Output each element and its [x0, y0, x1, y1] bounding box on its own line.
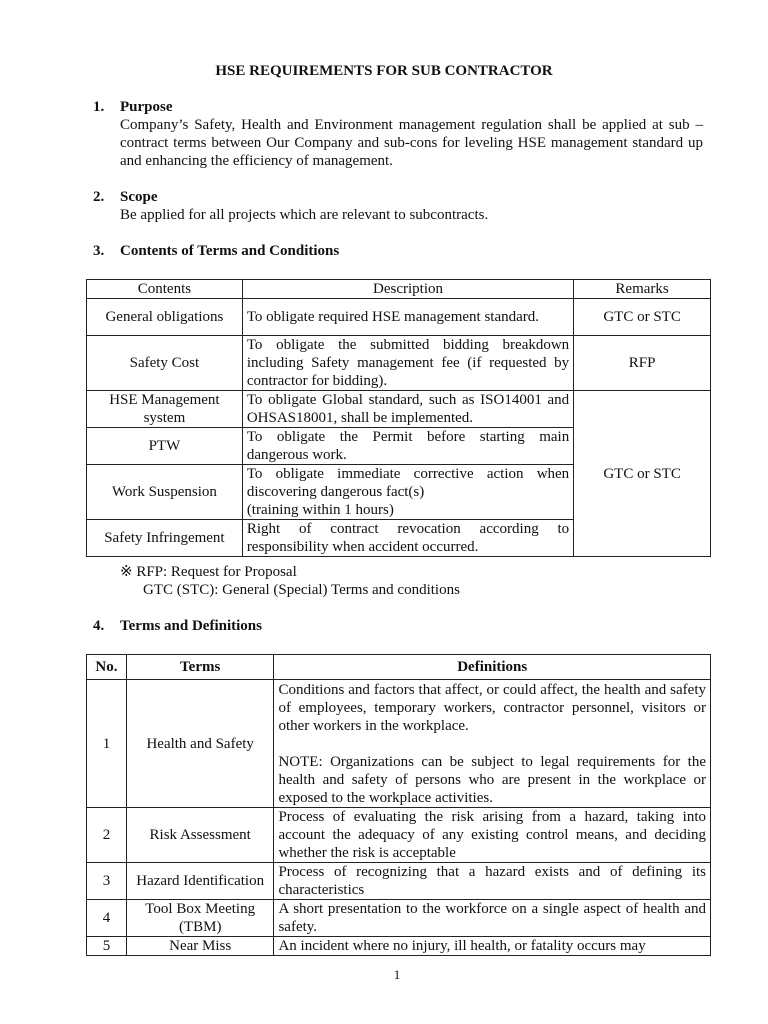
section-3-heading: Contents of Terms and Conditions: [120, 243, 340, 259]
table-row: [87, 299, 711, 336]
table-header-row: [87, 280, 711, 299]
column-header-no: No.: [87, 655, 127, 680]
section-1-heading: Purpose: [120, 99, 173, 115]
description-cell: To obligate the submitted bidding breakdown including Safety management fee (if requested by contractor for bidding).: [242, 336, 573, 391]
table-row: [87, 937, 711, 956]
table-header-row: [87, 655, 711, 680]
section-4-heading: Terms and Definitions: [120, 618, 262, 634]
content-cell: Safety Infringement: [87, 520, 243, 557]
term-cell: Hazard Identification: [126, 863, 274, 900]
note-gtc: GTC (STC): General (Special) Terms and conditions: [143, 582, 460, 598]
section-1-number: 1.: [93, 99, 105, 115]
number-cell: 3: [87, 863, 127, 900]
section-3-number: 3.: [93, 243, 105, 259]
document-title: HSE REQUIREMENTS FOR SUB CONTRACTOR: [215, 63, 553, 79]
content-cell: PTW: [87, 428, 243, 465]
definition-cell: [274, 680, 711, 808]
section-2-body: Be applied for all projects which are relevant to subcontracts.: [120, 207, 489, 223]
term-cell: Tool Box Meeting (TBM): [126, 900, 274, 937]
description-cell: To obligate Global standard, such as ISO14001 and OHSAS18001, shall be implemented.: [242, 391, 573, 428]
note-rfp: ※ RFP: Request for Proposal: [120, 564, 297, 580]
remark-cell: GTC or STC: [574, 391, 711, 557]
column-header-contents: Contents: [87, 280, 243, 299]
definition-cell: Process of recognizing that a hazard exists and of defining its characteristics: [274, 863, 711, 900]
number-cell: 2: [87, 808, 127, 863]
section-1-body: Company’s Safety, Health and Environment management regulation shall be applied at sub –contract terms between Our Company and sub-cons for leveling HSE management standard up and enhancing the efficiency of management.: [120, 117, 703, 169]
table-row: [87, 391, 711, 428]
description-extra: (training within 1 hours): [246, 502, 394, 518]
definition-cell: Process of evaluating the risk arising from a hazard, taking into account the adequacy of any existing control means, and deciding whether the risk is acceptable: [274, 808, 711, 863]
number-cell: 5: [87, 937, 127, 956]
section-2-number: 2.: [93, 189, 105, 205]
table-row: [87, 680, 711, 808]
term-cell: Risk Assessment: [126, 808, 274, 863]
table-row: [87, 336, 711, 391]
contents-table: [86, 279, 711, 557]
column-header-description: Description: [242, 280, 573, 299]
remark-cell: GTC or STC: [574, 299, 711, 336]
term-cell: Health and Safety: [126, 680, 274, 808]
number-cell: 4: [87, 900, 127, 937]
column-header-definitions: Definitions: [274, 655, 711, 680]
table-row: [87, 900, 711, 937]
content-cell: Safety Cost: [87, 336, 243, 391]
remark-cell: RFP: [574, 336, 711, 391]
content-cell: Work Suspension: [87, 465, 243, 520]
term-cell: Near Miss: [126, 937, 274, 956]
definition-note: NOTE: Organizations can be subject to legal requirements for the health and safety of persons who are present in the workplace or exposed to the workplace activities.: [278, 753, 706, 806]
number-cell: 1: [87, 680, 127, 808]
table-row: [87, 863, 711, 900]
definition-cell: An incident where no injury, ill health, or fatality occurs may: [274, 937, 711, 956]
definition-cell: A short presentation to the workforce on a single aspect of health and safety.: [274, 900, 711, 937]
column-header-remarks: Remarks: [574, 280, 711, 299]
description-cell: To obligate required HSE management standard.: [242, 299, 573, 336]
description-cell: [242, 465, 573, 520]
table-row: [87, 808, 711, 863]
definition-text: Conditions and factors that affect, or could affect, the health and safety of employees, temporary workers, contractor personnel, visitors or other workers in the workplace.: [278, 681, 706, 734]
section-4-number: 4.: [93, 618, 105, 634]
terms-table: [86, 654, 711, 956]
column-header-terms: Terms: [126, 655, 274, 680]
content-cell: HSE Management system: [87, 391, 243, 428]
description-cell: Right of contract revocation according to responsibility when accident occurred.: [242, 520, 573, 557]
page-number: 1: [393, 967, 401, 982]
description-cell: To obligate the Permit before starting main dangerous work.: [242, 428, 573, 465]
section-2-heading: Scope: [120, 189, 158, 205]
content-cell: General obligations: [87, 299, 243, 336]
description-text: To obligate immediate corrective action when discovering dangerous fact(s): [246, 466, 570, 500]
